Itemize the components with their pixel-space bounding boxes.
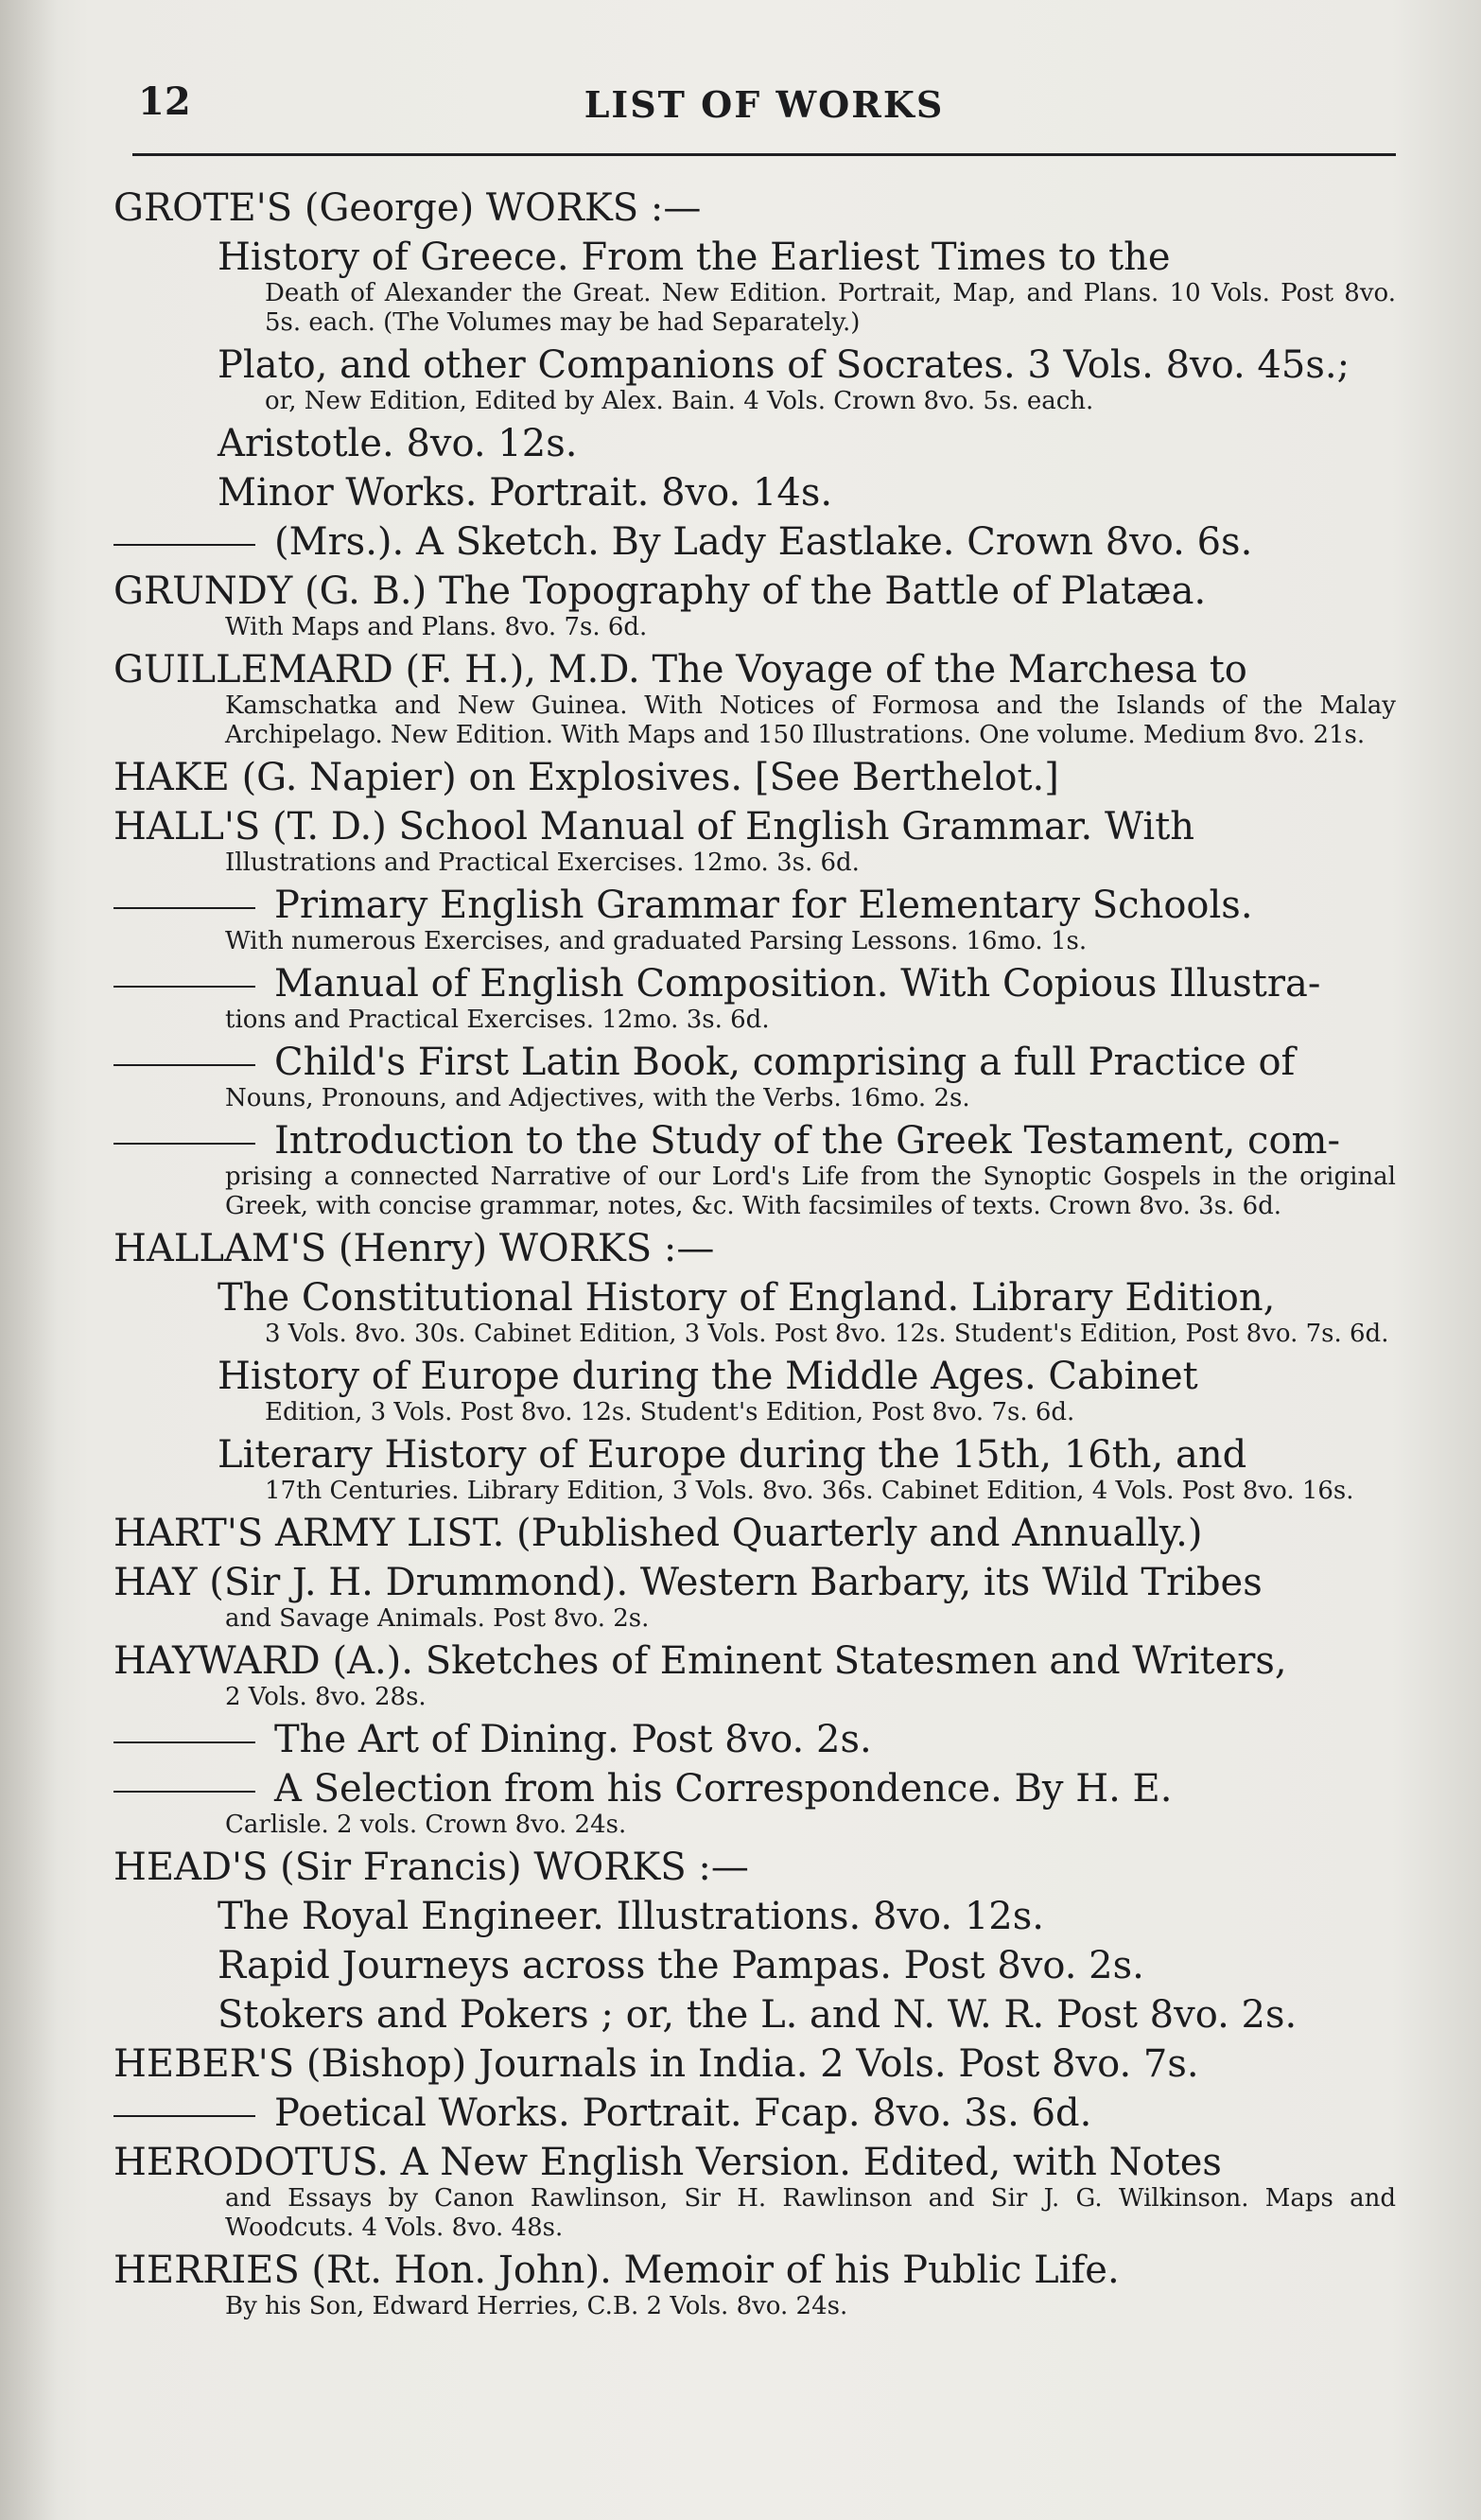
entry-details: 3 Vols. 8vo. 30s. Cabinet Edition, 3 Vols. Post 8vo. 12s. Student's Edition, Post 8vo. 7s. 6d. <box>265 1320 1389 1348</box>
list-item <box>113 1041 1396 1113</box>
entry-heading-text: GRUNDY (G. B.) The Topography of the Battle of Platæa. <box>113 569 1207 613</box>
list-item <box>113 2042 1396 2086</box>
ditto-dash <box>113 986 255 988</box>
entry-heading-text: History of Greece. From the Earliest Times to the <box>218 236 1171 279</box>
entry-details: prising a connected Narrative of our Lord's Life from the Synoptic Gospels in the original Greek, with concise grammar, notes, &c. With facsimiles of texts. Crown 8vo. 3s. 6d. <box>225 1163 1396 1220</box>
entry-heading <box>113 756 1396 799</box>
entry-details: With Maps and Plans. 8vo. 7s. 6d. <box>225 613 648 641</box>
entry-heading <box>113 884 1396 927</box>
list-item <box>113 1846 1396 1889</box>
entry-details: and Essays by Canon Rawlinson, Sir H. Rawlinson and Sir J. G. Wilkinson. Maps and Woodcuts. 4 Vols. 8vo. 48s. <box>225 2184 1396 2242</box>
entry-heading <box>113 648 1396 691</box>
entry-heading <box>113 1944 1396 1987</box>
entry-heading-text: Minor Works. Portrait. 8vo. 14s. <box>218 471 833 515</box>
entry-heading <box>113 2091 1396 2135</box>
list-item <box>113 422 1396 465</box>
entry-heading-text: HAKE (G. Napier) on Explosives. [See Berthelot.] <box>113 756 1059 799</box>
entry-heading-text: History of Europe during the Middle Ages. Cabinet <box>218 1355 1198 1398</box>
entry-heading <box>113 1512 1396 1555</box>
entry-heading <box>113 236 1396 279</box>
entry-heading-text: Rapid Journeys across the Pampas. Post 8vo. 2s. <box>218 1944 1144 1987</box>
list-item <box>113 1561 1396 1634</box>
running-title: LIST OF WORKS <box>584 83 945 126</box>
list-item <box>113 2249 1396 2321</box>
list-item <box>113 756 1396 799</box>
entry-heading <box>113 1846 1396 1889</box>
list-item <box>113 569 1396 642</box>
entry-details: 17th Centuries. Library Edition, 3 Vols. 8vo. 36s. Cabinet Edition, 4 Vols. Post 8vo. 16s. <box>265 1477 1354 1505</box>
entry-heading <box>113 1041 1396 1084</box>
ditto-dash <box>113 2115 255 2117</box>
list-item <box>113 1944 1396 1987</box>
list-item <box>113 2141 1396 2243</box>
list-item <box>113 1276 1396 1349</box>
list-item <box>113 805 1396 878</box>
entry-heading <box>113 2141 1396 2184</box>
entry-heading <box>113 422 1396 465</box>
list-item <box>113 236 1396 338</box>
list-item <box>113 1718 1396 1761</box>
entry-heading-text: Literary History of Europe during the 15th, 16th, and <box>218 1433 1247 1477</box>
entry-details: 2 Vols. 8vo. 28s. <box>225 1683 427 1711</box>
entry-details: Nouns, Pronouns, and Adjectives, with the Verbs. 16mo. 2s. <box>225 1084 970 1112</box>
ditto-dash <box>113 544 255 546</box>
entry-heading-text: HAY (Sir J. H. Drummond). Western Barbary, its Wild Tribes <box>113 1561 1263 1604</box>
entry-heading <box>113 2042 1396 2086</box>
list-item <box>113 1767 1396 1840</box>
entry-details: and Savage Animals. Post 8vo. 2s. <box>225 1604 650 1633</box>
ditto-dash <box>113 1741 255 1743</box>
list-item <box>113 1993 1396 2037</box>
entry-details: With numerous Exercises, and graduated Parsing Lessons. 16mo. 1s. <box>225 927 1088 955</box>
entry-heading <box>113 1993 1396 2037</box>
works-list <box>113 186 1396 2321</box>
list-item <box>113 884 1396 956</box>
entry-details: or, New Edition, Edited by Alex. Bain. 4 Vols. Crown 8vo. 5s. each. <box>265 387 1094 415</box>
list-item <box>113 186 1396 230</box>
entry-heading-text: GUILLEMARD (F. H.), M.D. The Voyage of the Marchesa to <box>113 648 1247 691</box>
entry-heading-text: Primary English Grammar for Elementary Schools. <box>274 884 1253 927</box>
entry-heading <box>113 186 1396 230</box>
list-item <box>113 343 1396 416</box>
entry-heading-text: Stokers and Pokers ; or, the L. and N. W. R. Post 8vo. 2s. <box>218 1993 1298 2037</box>
page-number: 12 <box>138 79 191 124</box>
entry-heading-text: (Mrs.). A Sketch. By Lady Eastlake. Crown 8vo. 6s. <box>274 520 1253 564</box>
entry-heading <box>113 1355 1396 1398</box>
entry-heading <box>113 1276 1396 1320</box>
entry-heading-text: The Royal Engineer. Illustrations. 8vo. 12s. <box>218 1895 1044 1938</box>
entry-heading <box>113 962 1396 1006</box>
page-header <box>132 68 1396 156</box>
list-item <box>113 471 1396 515</box>
entry-heading-text: Manual of English Composition. With Copious Illustra- <box>274 962 1321 1006</box>
entry-heading-text: GROTE'S (George) WORKS :— <box>113 186 702 230</box>
list-item <box>113 1227 1396 1270</box>
entry-heading-text: Child's First Latin Book, comprising a full Practice of <box>274 1041 1296 1084</box>
entry-details: tions and Practical Exercises. 12mo. 3s. 6d. <box>225 1006 770 1034</box>
list-item <box>113 2091 1396 2135</box>
entry-details: Kamschatka and New Guinea. With Notices of Formosa and the Islands of the Malay Archipelago. New Edition. With Maps and 150 Illustrations. One volume. Medium 8vo. 21s. <box>225 691 1396 749</box>
entry-details: Carlisle. 2 vols. Crown 8vo. 24s. <box>225 1811 627 1839</box>
entry-heading <box>113 471 1396 515</box>
entry-heading <box>113 805 1396 849</box>
entry-heading-text: The Art of Dining. Post 8vo. 2s. <box>274 1718 872 1761</box>
ditto-dash <box>113 907 255 909</box>
entry-heading-text: HEBER'S (Bishop) Journals in India. 2 Vols. Post 8vo. 7s. <box>113 2042 1199 2086</box>
entry-heading-text: Aristotle. 8vo. 12s. <box>218 422 578 465</box>
entry-heading-text: HART'S ARMY LIST. (Published Quarterly and Annually.) <box>113 1512 1203 1555</box>
entry-heading <box>113 2249 1396 2292</box>
spine-shadow <box>0 0 57 2520</box>
entry-heading <box>113 520 1396 564</box>
ditto-dash <box>113 1143 255 1145</box>
entry-heading-text: HALL'S (T. D.) School Manual of English Grammar. With <box>113 805 1195 849</box>
ditto-dash <box>113 1791 255 1793</box>
entry-heading-text: HEAD'S (Sir Francis) WORKS :— <box>113 1846 749 1889</box>
entry-heading-text: Poetical Works. Portrait. Fcap. 8vo. 3s. 6d. <box>274 2091 1092 2135</box>
entry-heading <box>113 1561 1396 1604</box>
entry-details: Edition, 3 Vols. Post 8vo. 12s. Student's Edition, Post 8vo. 7s. 6d. <box>265 1398 1075 1426</box>
entry-heading-text: A Selection from his Correspondence. By H. E. <box>274 1767 1173 1811</box>
entry-heading-text: HERODOTUS. A New English Version. Edited, with Notes <box>113 2141 1222 2184</box>
entry-heading <box>113 1433 1396 1477</box>
list-item <box>113 1639 1396 1712</box>
entry-heading-text: Introduction to the Study of the Greek Testament, com- <box>274 1119 1340 1163</box>
entry-heading <box>113 1767 1396 1811</box>
entry-heading <box>113 1119 1396 1163</box>
entry-details: Death of Alexander the Great. New Edition. Portrait, Map, and Plans. 10 Vols. Post 8vo. 5s. each. (The Volumes may be had Separately.) <box>265 279 1396 337</box>
list-item <box>113 648 1396 750</box>
list-item <box>113 1895 1396 1938</box>
entry-heading <box>113 1227 1396 1270</box>
list-item <box>113 962 1396 1035</box>
list-item <box>113 520 1396 564</box>
entry-heading-text: HALLAM'S (Henry) WORKS :— <box>113 1227 715 1270</box>
list-item <box>113 1512 1396 1555</box>
entry-details: By his Son, Edward Herries, C.B. 2 Vols. 8vo. 24s. <box>225 2292 848 2320</box>
entry-heading <box>113 1718 1396 1761</box>
list-item <box>113 1119 1396 1221</box>
list-item <box>113 1355 1396 1427</box>
entry-heading-text: Plato, and other Companions of Socrates. 3 Vols. 8vo. 45s.; <box>218 343 1350 387</box>
entry-heading <box>113 569 1396 613</box>
ditto-dash <box>113 1064 255 1066</box>
entry-heading-text: HAYWARD (A.). Sketches of Eminent Statesmen and Writers, <box>113 1639 1287 1683</box>
entry-heading-text: HERRIES (Rt. Hon. John). Memoir of his Public Life. <box>113 2249 1120 2292</box>
entry-heading <box>113 1895 1396 1938</box>
entry-heading <box>113 1639 1396 1683</box>
entry-heading-text: The Constitutional History of England. Library Edition, <box>218 1276 1276 1320</box>
entry-heading <box>113 343 1396 387</box>
list-item <box>113 1433 1396 1506</box>
entry-details: Illustrations and Practical Exercises. 12mo. 3s. 6d. <box>225 849 860 877</box>
